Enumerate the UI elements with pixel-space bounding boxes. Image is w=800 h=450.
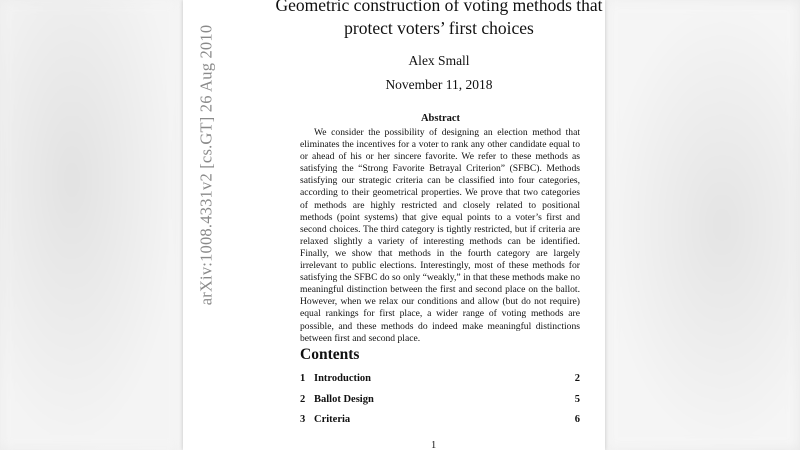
author-name: Alex Small [408, 53, 470, 68]
toc-entry-page: 6 [574, 414, 580, 425]
paper-title [229, 0, 605, 40]
toc-entry-number: 2 [300, 393, 306, 405]
toc-entry-number: 3 [300, 414, 306, 425]
paper-date: November 11, 2018 [385, 77, 493, 92]
toc-entry-page: 2 [574, 373, 580, 384]
abstract-heading: Abstract [420, 113, 461, 124]
toc-entry-title: Criteria [314, 414, 351, 425]
toc-entry-ballot-design[interactable] [300, 394, 580, 415]
arxiv-identifier: arXiv:1008.4331v2 [cs.GT] 26 Aug 2010 [196, 24, 216, 306]
arxiv-side-stamp [193, 20, 219, 310]
toc-entry-number: 1 [300, 373, 306, 384]
title-line-2: protect voters’ first choices [344, 18, 534, 38]
toc-entry-page: 5 [574, 393, 580, 405]
contents-heading: Contents [300, 346, 360, 363]
blurred-background-right [605, 0, 800, 450]
toc-entry-title: Introduction [314, 373, 371, 384]
abstract-body: We consider the possibility of designing an election method that eliminates the incentives for a voter to rank any other candidate equal to or ahead of his or her sincere favorite. We refer to these methods as satisfying the “Strong Favorite Betrayal Criterion” (SFBC). Methods satisfying our strategic criteria can be classified into four categories, according to their geometrical properties. We prove that two categories of methods are highly restricted and closely related to positional methods (point systems) that give equal points to a voter’s first and second choices. The third category is tightly restricted, but if criteria are relaxed slightly a variety of interesting methods can be identified. Finally, we show that methods in the fourth category are largely irrelevant to public elections. Interestingly, most of these methods for satisfying the SFBC do so only “weakly,” in that these methods make no meaningful distinction between the first and second place on the ballot. However, when we relax our conditions and allow (but do not require) equal rankings for first place, a wider range of voting methods are possible, and these methods do indeed make meaningful distinctions between first and second place. [300, 127, 580, 344]
toc-entry-title: Ballot Design [314, 393, 374, 405]
toc-entry-introduction[interactable] [300, 373, 580, 394]
title-line-1: Geometric construction of voting methods that [275, 0, 603, 15]
paper-page [183, 0, 605, 450]
table-of-contents [300, 373, 580, 435]
blurred-background-left [0, 0, 180, 450]
page-number: 1 [431, 440, 437, 450]
toc-entry-criteria[interactable] [300, 414, 580, 435]
